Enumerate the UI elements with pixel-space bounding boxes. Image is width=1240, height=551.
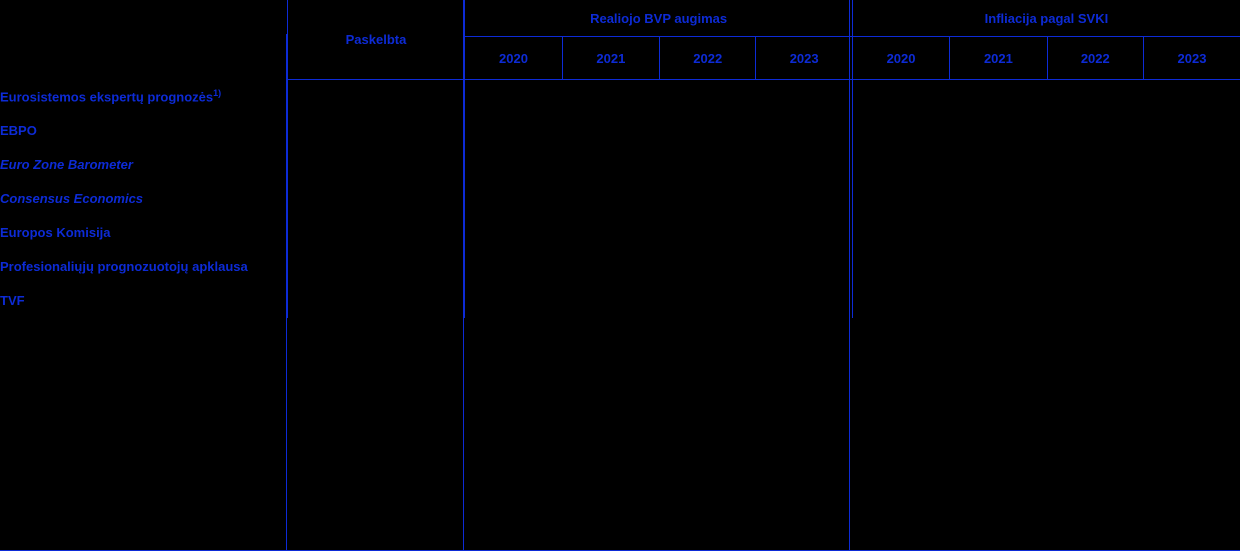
cell-published bbox=[287, 182, 465, 216]
row-label-spf bbox=[0, 250, 287, 284]
header-hicp-2022: 2022 bbox=[1047, 37, 1143, 80]
header-group-row bbox=[0, 0, 1240, 37]
header-gdp-2023: 2023 bbox=[756, 37, 852, 80]
row-label-text: EBPO bbox=[0, 123, 37, 139]
cell-hicp-2022 bbox=[1047, 216, 1143, 250]
cell-published bbox=[287, 114, 465, 148]
cell-gdp-2023 bbox=[756, 250, 852, 284]
cell-hicp-2020 bbox=[852, 148, 949, 182]
cell-hicp-2021 bbox=[950, 80, 1047, 115]
cell-hicp-2021 bbox=[950, 114, 1047, 148]
cell-gdp-2021 bbox=[562, 114, 659, 148]
cell-hicp-2022 bbox=[1047, 182, 1143, 216]
cell-gdp-2020 bbox=[465, 216, 562, 250]
cell-hicp-2021 bbox=[950, 148, 1047, 182]
row-label-text: Eurosistemos ekspertų prognozės bbox=[0, 89, 214, 105]
cell-hicp-2021 bbox=[950, 250, 1047, 284]
vertical-rule-label bbox=[286, 34, 287, 550]
table-row bbox=[0, 250, 1240, 284]
cell-gdp-2022 bbox=[660, 114, 756, 148]
cell-hicp-2022 bbox=[1047, 250, 1143, 284]
row-label-footnote: 1) bbox=[213, 88, 222, 99]
table-row bbox=[0, 80, 1240, 115]
cell-gdp-2020 bbox=[465, 114, 562, 148]
cell-gdp-2022 bbox=[660, 216, 756, 250]
cell-hicp-2023 bbox=[1143, 284, 1240, 318]
table-row bbox=[0, 216, 1240, 250]
header-hicp-2021: 2021 bbox=[950, 37, 1047, 80]
row-label-euro-zone-barometer bbox=[0, 148, 287, 182]
header-gdp-2021: 2021 bbox=[562, 37, 659, 80]
row-label-consensus-economics bbox=[0, 182, 287, 216]
cell-hicp-2020 bbox=[852, 80, 949, 115]
cell-gdp-2021 bbox=[562, 216, 659, 250]
cell-gdp-2022 bbox=[660, 80, 756, 115]
table-row bbox=[0, 182, 1240, 216]
header-gdp-2022: 2022 bbox=[660, 37, 756, 80]
header-hicp-2023: 2023 bbox=[1143, 37, 1240, 80]
cell-gdp-2023 bbox=[756, 284, 852, 318]
cell-hicp-2023 bbox=[1143, 216, 1240, 250]
cell-gdp-2021 bbox=[562, 284, 659, 318]
header-group-hicp: Infliacija pagal SVKI bbox=[852, 0, 1240, 37]
row-label-text: TVF bbox=[0, 293, 25, 309]
table-row bbox=[0, 148, 1240, 182]
cell-gdp-2020 bbox=[465, 148, 562, 182]
cell-gdp-2020 bbox=[465, 182, 562, 216]
cell-hicp-2022 bbox=[1047, 284, 1143, 318]
header-gdp-2020: 2020 bbox=[465, 37, 562, 80]
cell-published bbox=[287, 148, 465, 182]
cell-gdp-2023 bbox=[756, 80, 852, 115]
cell-gdp-2022 bbox=[660, 250, 756, 284]
cell-gdp-2020 bbox=[465, 284, 562, 318]
header-row-label-blank bbox=[0, 0, 287, 80]
cell-hicp-2022 bbox=[1047, 114, 1143, 148]
cell-gdp-2023 bbox=[756, 216, 852, 250]
cell-hicp-2023 bbox=[1143, 250, 1240, 284]
cell-gdp-2021 bbox=[562, 148, 659, 182]
row-label-european-commission bbox=[0, 216, 287, 250]
cell-gdp-2023 bbox=[756, 148, 852, 182]
cell-published bbox=[287, 284, 465, 318]
cell-hicp-2020 bbox=[852, 250, 949, 284]
header-hicp-2020: 2020 bbox=[852, 37, 949, 80]
row-label-text: Consensus Economics bbox=[0, 191, 144, 207]
cell-gdp-2022 bbox=[660, 284, 756, 318]
vertical-rule-hicp bbox=[849, 0, 850, 550]
row-label-eurosystem bbox=[0, 80, 287, 115]
cell-hicp-2023 bbox=[1143, 182, 1240, 216]
table-row bbox=[0, 114, 1240, 148]
cell-hicp-2022 bbox=[1047, 80, 1143, 115]
cell-hicp-2023 bbox=[1143, 148, 1240, 182]
cell-hicp-2023 bbox=[1143, 114, 1240, 148]
row-label-oecd bbox=[0, 114, 287, 148]
cell-published bbox=[287, 80, 465, 115]
cell-hicp-2020 bbox=[852, 114, 949, 148]
cell-hicp-2020 bbox=[852, 216, 949, 250]
cell-gdp-2020 bbox=[465, 80, 562, 115]
row-label-text: Profesionaliųjų prognozuotojų apklausa bbox=[0, 259, 248, 275]
cell-gdp-2023 bbox=[756, 182, 852, 216]
header-group-gdp: Realiojo BVP augimas bbox=[465, 0, 853, 37]
table-row bbox=[0, 284, 1240, 318]
cell-hicp-2021 bbox=[950, 216, 1047, 250]
cell-hicp-2020 bbox=[852, 284, 949, 318]
row-label-text: Europos Komisija bbox=[0, 225, 111, 241]
cell-gdp-2021 bbox=[562, 250, 659, 284]
cell-gdp-2021 bbox=[562, 80, 659, 115]
row-label-text: Euro Zone Barometer bbox=[0, 157, 133, 173]
cell-gdp-2023 bbox=[756, 114, 852, 148]
cell-hicp-2022 bbox=[1047, 148, 1143, 182]
cell-published bbox=[287, 250, 465, 284]
cell-hicp-2023 bbox=[1143, 80, 1240, 115]
cell-hicp-2021 bbox=[950, 182, 1047, 216]
table-header bbox=[0, 0, 1240, 80]
vertical-rule-gdp bbox=[463, 0, 464, 550]
cell-gdp-2021 bbox=[562, 182, 659, 216]
cell-gdp-2022 bbox=[660, 148, 756, 182]
row-label-imf bbox=[0, 284, 287, 318]
cell-published bbox=[287, 216, 465, 250]
table-body bbox=[0, 80, 1240, 319]
cell-hicp-2020 bbox=[852, 182, 949, 216]
cell-hicp-2021 bbox=[950, 284, 1047, 318]
cell-gdp-2022 bbox=[660, 182, 756, 216]
cell-gdp-2020 bbox=[465, 250, 562, 284]
header-published: Paskelbta bbox=[287, 0, 465, 80]
